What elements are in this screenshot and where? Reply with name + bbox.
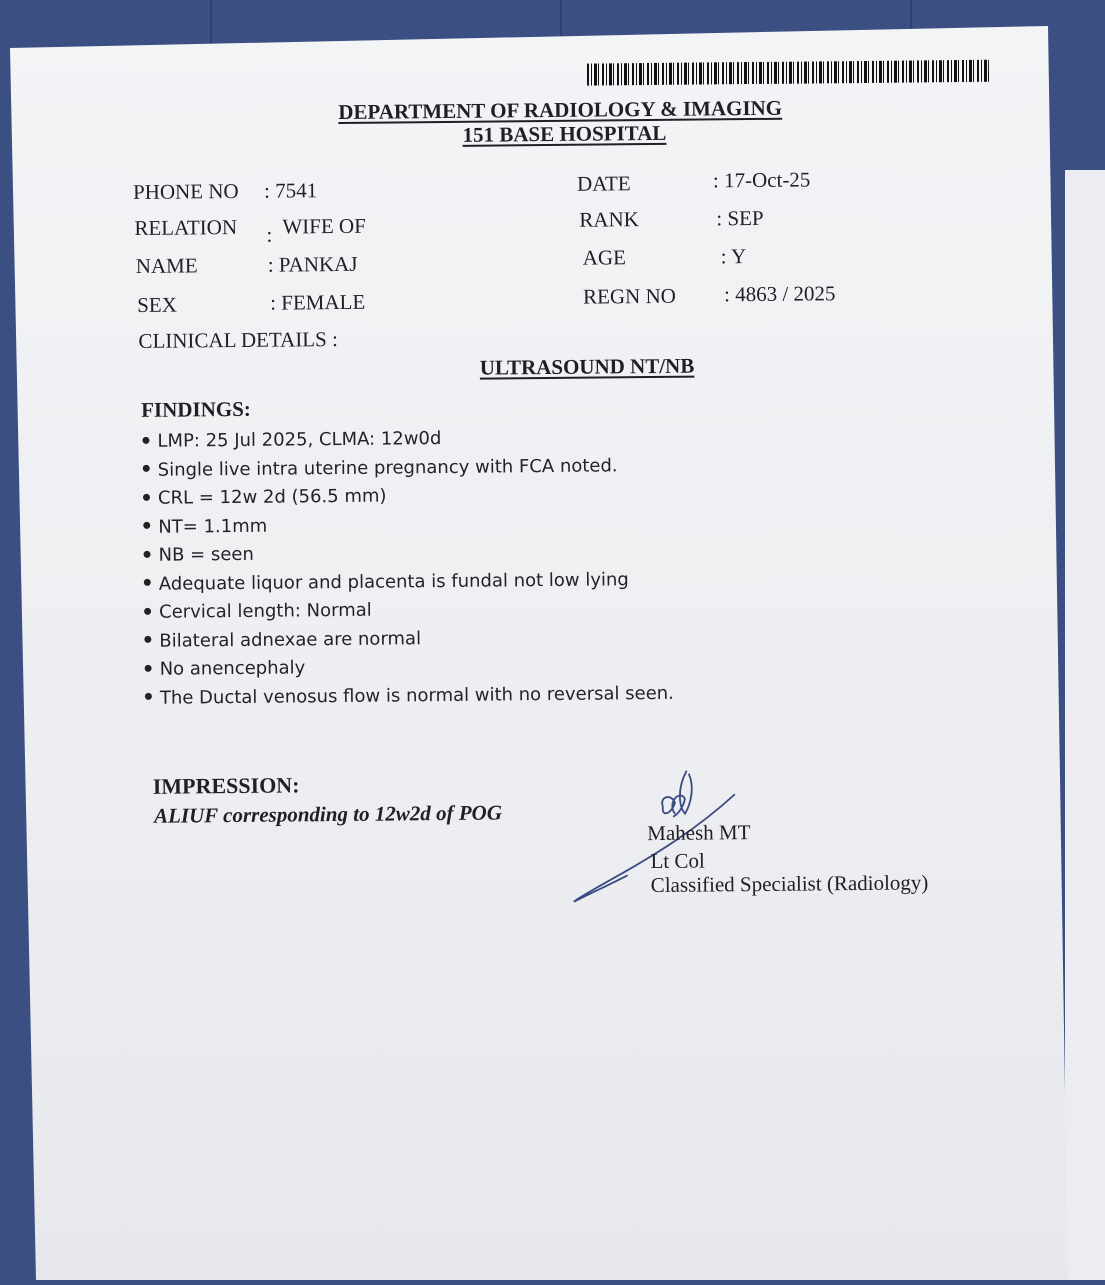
barcode-icon <box>587 60 989 86</box>
bullet-icon <box>145 664 152 671</box>
findings-list <box>142 423 674 713</box>
finding-text: CRL = 12w 2d (56.5 mm) <box>157 485 387 509</box>
signatory-name: Mahesh MT <box>647 820 751 846</box>
signatory-designation: Classified Specialist (Radiology) <box>650 870 929 898</box>
bullet-icon <box>144 607 151 614</box>
sex-label: SEX <box>137 292 177 317</box>
finding-text: Single live intra uterine pregnancy with FCA noted. <box>157 454 618 481</box>
phone-value: : 7541 <box>263 178 318 203</box>
finding-text: No anencephaly <box>159 657 306 680</box>
impression-title: IMPRESSION: <box>152 772 300 799</box>
clinical-details-label: CLINICAL DETAILS : <box>138 327 338 353</box>
finding-text: Adequate liquor and placenta is fundal not low lying <box>158 568 629 595</box>
exam-title: ULTRASOUND NT/NB <box>479 353 695 380</box>
bullet-icon <box>145 693 152 700</box>
list-item <box>145 679 674 713</box>
impression-text: ALIUF corresponding to 12w2d of POG <box>153 800 503 828</box>
sex-value: : FEMALE <box>270 289 366 315</box>
relation-value: WIFE OF <box>282 213 366 239</box>
finding-text: NT= 1.1mm <box>158 515 268 538</box>
bullet-icon <box>142 436 149 443</box>
findings-title: FINDINGS: <box>141 396 251 422</box>
bullet-icon <box>144 550 151 557</box>
signatory-rank: Lt Col <box>650 848 705 874</box>
regn-no-label: REGN NO <box>582 283 676 309</box>
phone-label: PHONE NO <box>132 178 239 204</box>
date-value: : 17-Oct-25 <box>712 167 811 193</box>
finding-text: Cervical length: Normal <box>158 599 372 623</box>
name-label: NAME <box>135 253 198 278</box>
bullet-icon <box>143 493 150 500</box>
hospital-title: 151 BASE HOSPITAL <box>462 120 667 147</box>
date-label: DATE <box>576 171 631 196</box>
finding-text: The Ductal venosus flow is normal with no reversal seen. <box>159 682 674 709</box>
rank-value: : SEP <box>716 205 764 231</box>
bullet-icon <box>143 522 150 529</box>
regn-no-value: : 4863 / 2025 <box>723 281 836 307</box>
list-item <box>143 451 672 485</box>
age-value: : Y <box>720 244 747 269</box>
bullet-icon <box>144 579 151 586</box>
bullet-icon <box>144 636 151 643</box>
finding-text: LMP: 25 Jul 2025, CLMA: 12w0d <box>157 428 442 452</box>
relation-colon: : <box>266 222 273 247</box>
finding-text: Bilateral adnexae are normal <box>159 627 422 652</box>
list-item <box>144 565 673 599</box>
rank-label: RANK <box>579 207 639 232</box>
department-title: DEPARTMENT OF RADIOLOGY & IMAGING <box>338 95 783 125</box>
relation-label: RELATION <box>134 214 238 240</box>
age-label: AGE <box>582 245 627 270</box>
name-value: : PANKAJ <box>267 251 358 277</box>
bullet-icon <box>143 465 150 472</box>
finding-text: NB = seen <box>158 543 254 566</box>
